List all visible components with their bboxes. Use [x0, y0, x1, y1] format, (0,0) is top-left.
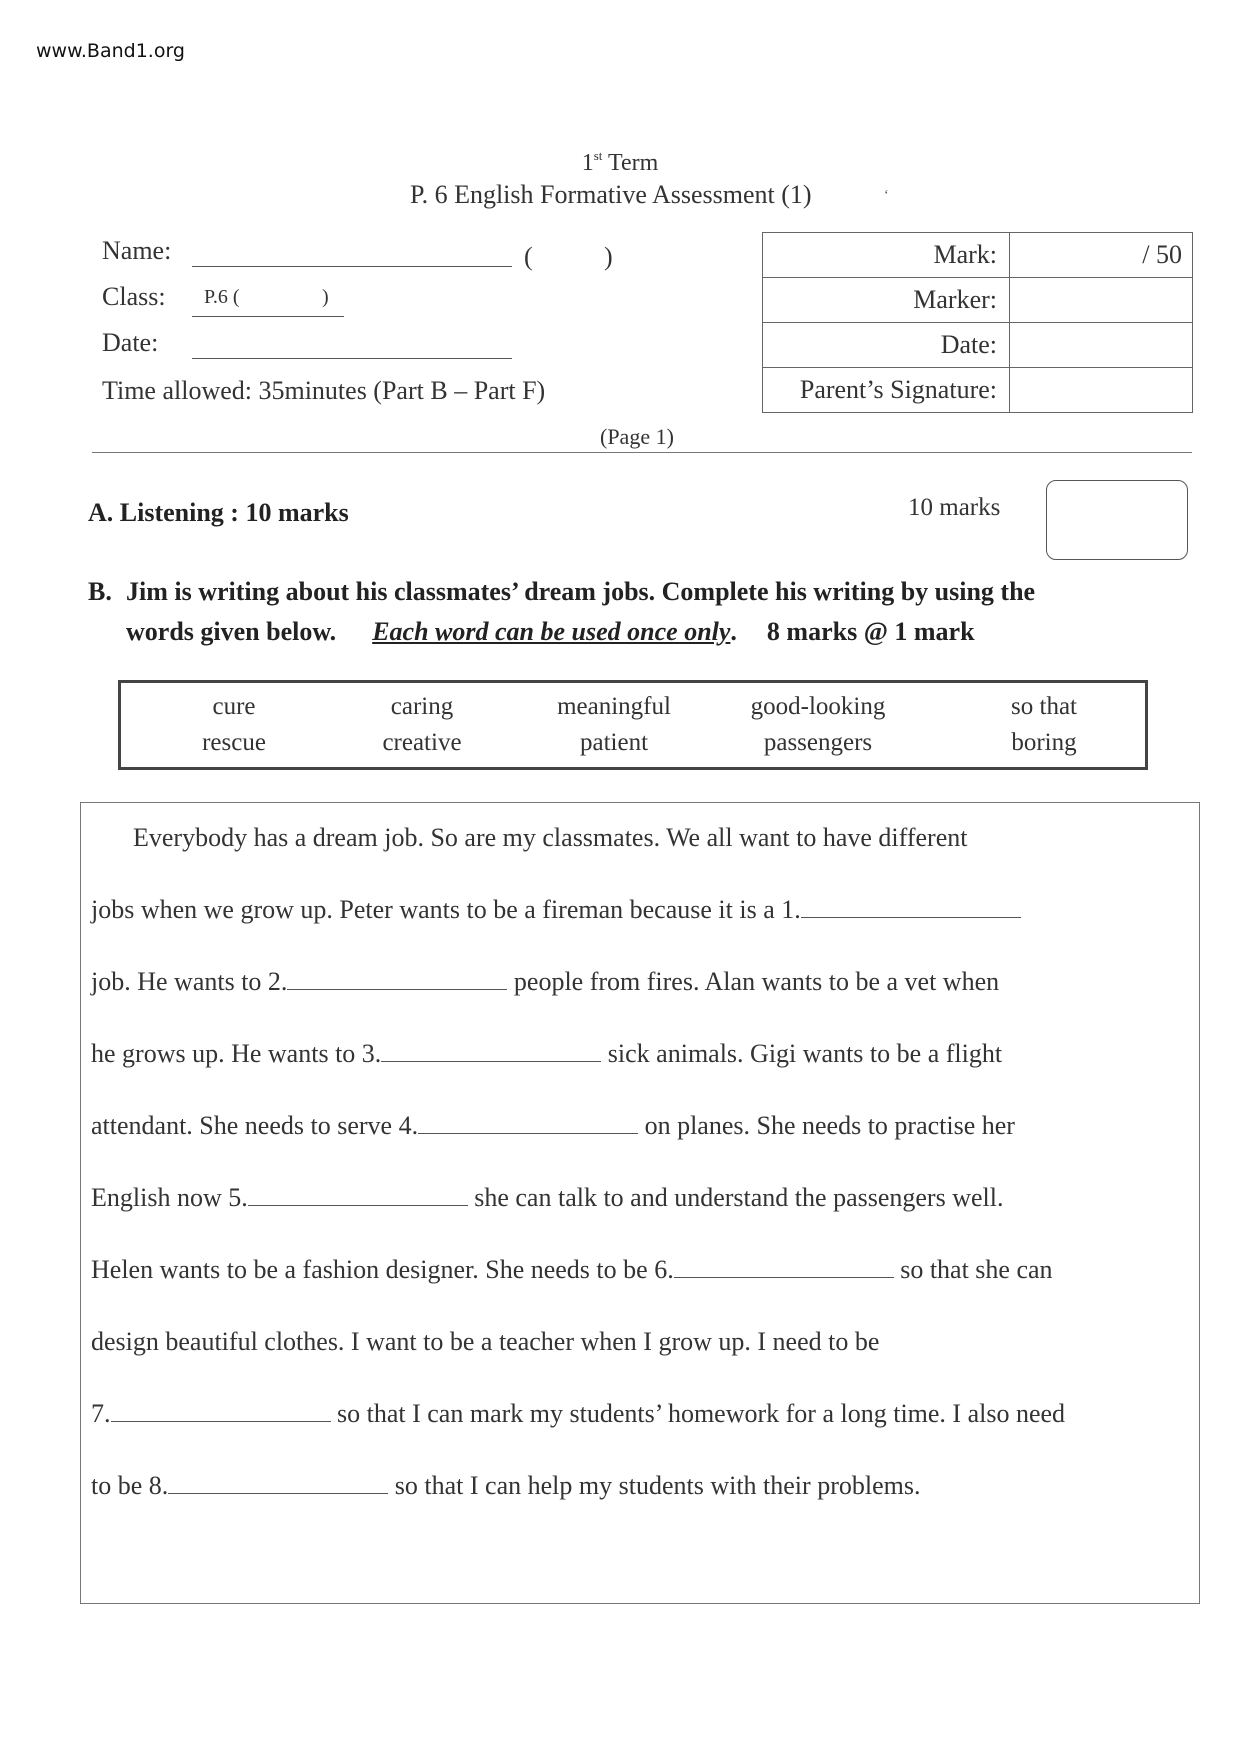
term-number: 1: [581, 150, 594, 176]
passage-line: [91, 1327, 879, 1357]
word-bank-item: meaningful: [557, 693, 671, 720]
time-allowed: Time allowed: 35minutes (Part B – Part F): [102, 376, 546, 405]
parent-signature-value[interactable]: [1010, 368, 1193, 413]
class-number-close-paren: ): [604, 242, 613, 271]
name-label: Name:: [102, 236, 172, 265]
passage-text: people from fires. Alan wants to be a vet when: [507, 967, 1000, 996]
passage-line: [91, 1111, 1015, 1141]
page-number: (Page 1): [600, 424, 674, 449]
class-close-paren: ): [322, 286, 329, 308]
passage-line: [133, 823, 967, 853]
section-b-line2: words given below.: [126, 617, 337, 646]
passage-line: [91, 1399, 1065, 1429]
passage-line: [91, 1471, 920, 1501]
passage-line: [91, 1039, 1002, 1069]
answer-blank[interactable]: [287, 969, 507, 990]
blank-number: 5.: [228, 1183, 248, 1212]
date-label: Date:: [102, 328, 159, 357]
marker-value[interactable]: [1010, 278, 1193, 323]
stray-mark: ‘: [884, 188, 889, 203]
page-title: P. 6 English Formative Assessment (1): [410, 180, 812, 209]
term-ordinal: st: [593, 148, 603, 163]
passage-text: so that she can: [893, 1255, 1053, 1284]
section-b-line1: Jim is writing about his classmates’ dream jobs. Complete his writing by using the: [126, 577, 1036, 606]
word-bank-column: [327, 689, 517, 761]
passage-text: she can talk to and understand the passengers well.: [467, 1183, 1004, 1212]
word-bank-column: [949, 689, 1139, 761]
answer-blank[interactable]: [111, 1401, 331, 1422]
score-row-signature: [763, 368, 1193, 413]
section-b-emphasis: Each word can be used once only: [372, 617, 731, 646]
term-heading: [0, 148, 1240, 177]
passage-text: jobs when we grow up. Peter wants to be a fireman because it is a: [91, 895, 782, 924]
word-bank-item: passengers: [763, 729, 873, 756]
passage-text: he grows up. He wants to: [91, 1039, 362, 1068]
header-divider: [92, 452, 1192, 453]
passage-text: to be: [91, 1471, 149, 1500]
blank-number: 7.: [91, 1399, 111, 1428]
word-bank-column: [723, 689, 913, 761]
passage-text: Everybody has a dream job. So are my classmates. We all want to have different: [133, 823, 968, 852]
passage-text: Helen wants to be a fashion designer. She needs to be: [91, 1255, 655, 1284]
word-bank: [118, 680, 1148, 770]
blank-number: 8.: [148, 1471, 169, 1500]
blank-number: 4.: [398, 1111, 419, 1140]
word-bank-item: cure: [212, 693, 256, 720]
word-bank-item: rescue: [202, 729, 266, 756]
answer-blank[interactable]: [168, 1473, 388, 1494]
blank-number: 6.: [654, 1255, 674, 1284]
passage-text: job. He wants to: [91, 967, 268, 996]
word-bank-item: patient: [579, 729, 649, 756]
passage-line: [91, 1255, 1053, 1285]
word-bank-item: good-looking: [750, 693, 886, 720]
parent-signature-label: Parent’s Signature:: [763, 368, 1010, 413]
answer-blank[interactable]: [418, 1113, 638, 1134]
passage-text: so that I can help my students with their problems.: [388, 1471, 921, 1500]
word-bank-item: boring: [1011, 729, 1077, 756]
blank-number: 2.: [267, 967, 288, 996]
passage-text: design beautiful clothes. I want to be a teacher when I grow up. I need to be: [91, 1327, 880, 1356]
score-date-label: Date:: [763, 323, 1010, 368]
class-field[interactable]: [192, 316, 344, 317]
blank-number: 1.: [781, 895, 801, 924]
class-label: Class:: [102, 282, 166, 311]
name-field[interactable]: [192, 266, 512, 267]
class-number-open-paren: (: [524, 242, 533, 271]
section-b-number: B.: [88, 577, 112, 606]
word-bank-column: [519, 689, 709, 761]
marker-label: Marker:: [763, 278, 1010, 323]
passage-text: attendant. She needs to serve: [91, 1111, 399, 1140]
score-row-date: [763, 323, 1193, 368]
answer-blank[interactable]: [248, 1185, 468, 1206]
score-row-mark: [763, 233, 1193, 278]
class-prefill: P.6 (: [204, 286, 240, 308]
score-table: [762, 232, 1193, 413]
mark-value[interactable]: / 50: [1010, 233, 1193, 278]
section-b-emphasis-end: .: [730, 617, 737, 646]
section-a-marks: 10 marks: [908, 494, 1001, 521]
answer-blank[interactable]: [381, 1041, 601, 1062]
passage-text: English now: [91, 1183, 229, 1212]
score-row-marker: [763, 278, 1193, 323]
score-date-value[interactable]: [1010, 323, 1193, 368]
blank-number: 3.: [361, 1039, 382, 1068]
answer-blank[interactable]: [674, 1257, 894, 1278]
word-bank-item: creative: [382, 729, 462, 756]
mark-label: Mark:: [763, 233, 1010, 278]
website-watermark: www.Band1.org: [36, 40, 185, 62]
word-bank-column: [139, 689, 329, 761]
passage-box: [80, 802, 1200, 1604]
passage-line: [91, 967, 999, 997]
answer-blank[interactable]: [801, 897, 1021, 918]
passage-line: [91, 895, 1021, 925]
section-b-instructions: [88, 572, 1198, 652]
passage-text: sick animals. Gigi wants to be a flight: [601, 1039, 1003, 1068]
passage-line: [91, 1183, 1003, 1213]
word-bank-item: caring: [390, 693, 454, 720]
passage-text: so that I can mark my students’ homework for a long time. I also need: [330, 1399, 1066, 1428]
passage-text: on planes. She needs to practise her: [638, 1111, 1015, 1140]
section-b-marks: 8 marks @ 1 mark: [766, 617, 975, 646]
word-bank-item: so that: [1011, 693, 1077, 720]
section-a-score-box[interactable]: [1046, 480, 1188, 560]
term-word: Term: [602, 150, 659, 176]
date-field[interactable]: [192, 358, 512, 359]
section-a-title: A. Listening : 10 marks: [88, 498, 349, 527]
